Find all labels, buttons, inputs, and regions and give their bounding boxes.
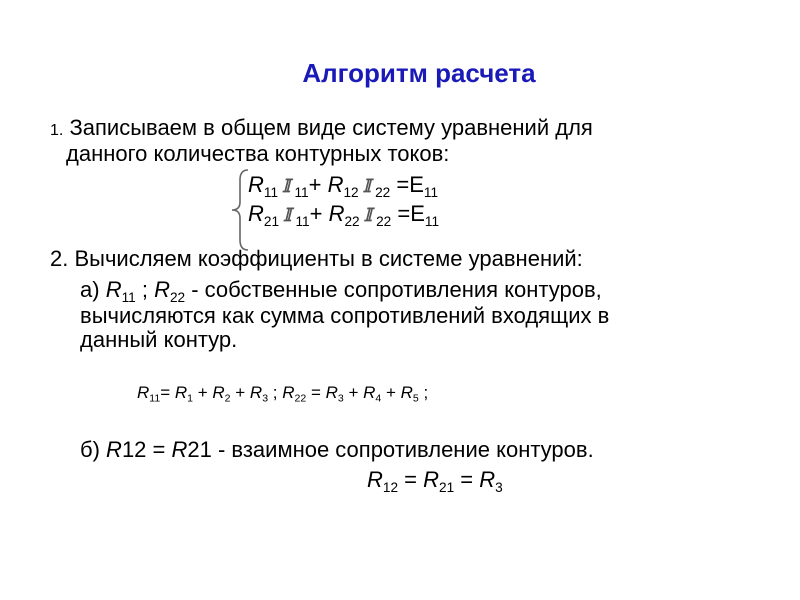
step1-text: Записываем в общем виде систему уравнений для (69, 115, 593, 140)
text-fragment: ; (268, 383, 283, 402)
title-text: Алгоритм расчета (302, 58, 536, 88)
subscript: 21 (439, 479, 455, 495)
subscript: 12 (382, 479, 399, 495)
text-fragment: R (212, 383, 225, 402)
subscript: 22 (376, 213, 392, 229)
text-fragment: + (343, 383, 364, 402)
text-fragment: R (328, 201, 345, 226)
step1-number: 1. (50, 122, 64, 139)
current-symbol-icon: 𝕀 (362, 176, 372, 197)
text-fragment: R (363, 383, 376, 402)
text-fragment: R (325, 383, 338, 402)
step1-line1 (50, 115, 593, 144)
text-fragment: + (193, 383, 213, 402)
step2a-line1 (80, 277, 602, 303)
text-fragment: =E (396, 172, 424, 197)
step2a-line3 (80, 327, 237, 353)
text-fragment: R (154, 277, 170, 302)
subscript: 4 (375, 392, 382, 405)
subscript: 11 (423, 184, 439, 200)
text-fragment: - собственные сопротивления контуров, (185, 277, 602, 302)
subscript: 22 (344, 213, 360, 229)
self-resistance-formula (137, 383, 428, 403)
slide-title (0, 58, 800, 89)
subscript: 3 (337, 392, 344, 405)
subscript: 12 (343, 184, 359, 200)
subscript: 22 (169, 289, 186, 305)
current-symbol-icon: 𝕀 (282, 176, 291, 197)
text-fragment: + (381, 383, 401, 402)
equation-2 (248, 201, 439, 229)
text-fragment: + (309, 201, 329, 226)
text-fragment: R (282, 383, 295, 402)
step2b-line (80, 437, 594, 463)
text-fragment: R (423, 467, 440, 492)
text-fragment: R (248, 172, 264, 197)
text-fragment: R (479, 467, 496, 492)
step2-text: 2. Вычисляем коэффициенты в системе уравнений: (50, 246, 583, 271)
text-fragment: 21 - взаимное сопротивление контуров. (187, 437, 594, 462)
text-fragment: данный контур. (80, 327, 238, 352)
subscript: 5 (412, 392, 419, 405)
subscript: 11 (295, 213, 310, 229)
text-fragment: ; (135, 277, 155, 302)
text-fragment: R (249, 383, 263, 402)
subscript: 11 (149, 392, 161, 405)
text-fragment: = (454, 467, 480, 492)
text-fragment: = (306, 383, 326, 402)
subscript: 11 (294, 184, 309, 200)
subscript: 22 (375, 184, 391, 200)
subscript: 21 (263, 213, 280, 229)
subscript: 1 (187, 392, 194, 405)
step2a-line2 (80, 303, 609, 329)
equation-1 (248, 172, 438, 200)
text-fragment: = (398, 467, 424, 492)
current-symbol-icon: 𝕀 (283, 205, 292, 226)
current-symbol-icon: 𝕀 (363, 205, 373, 226)
subscript: 3 (495, 479, 503, 495)
text-fragment: ; (418, 383, 429, 402)
subscript: 11 (121, 289, 136, 305)
text-fragment: + (230, 383, 250, 402)
text-fragment: R (400, 383, 413, 402)
text-fragment: R (106, 437, 122, 462)
step2-heading (50, 246, 583, 272)
subscript: 3 (262, 392, 269, 405)
text-fragment: R (105, 277, 122, 302)
step1-text-2: данного количества контурных токов: (66, 141, 450, 166)
text-fragment: R (327, 172, 344, 197)
text-fragment: б) (80, 437, 107, 462)
subscript: 22 (294, 392, 307, 405)
text-fragment: а) (80, 277, 106, 302)
subscript: 11 (263, 184, 279, 200)
text-fragment: = (160, 383, 175, 402)
text-fragment: R (174, 383, 188, 402)
mutual-resistance-formula (367, 467, 503, 493)
subscript: 11 (424, 213, 440, 229)
step1-line2 (66, 141, 449, 167)
text-fragment: вычисляются как сумма сопротивлений входящих в (80, 303, 610, 328)
text-fragment: 12 = (121, 437, 172, 462)
text-fragment: R (367, 467, 383, 492)
text-fragment: =E (397, 201, 425, 226)
text-fragment: R (137, 383, 150, 402)
subscript: 2 (224, 392, 231, 405)
text-fragment: + (308, 172, 328, 197)
text-fragment: R (171, 437, 188, 462)
text-fragment: R (248, 201, 264, 226)
